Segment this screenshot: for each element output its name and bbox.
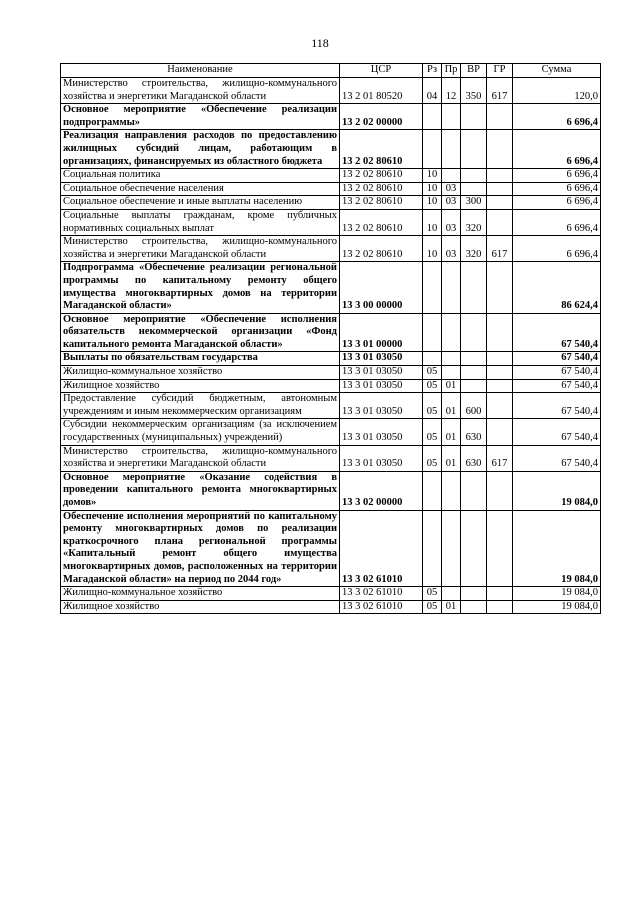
cell-vr (461, 600, 487, 614)
cell-rz (423, 352, 442, 366)
cell-name: Выплаты по обязательствам государства (61, 352, 340, 366)
cell-pr: 01 (442, 445, 461, 471)
cell-pr (442, 104, 461, 130)
cell-gr (487, 379, 513, 393)
cell-sum: 19 084,0 (513, 510, 601, 587)
cell-pr: 03 (442, 209, 461, 235)
cell-vr: 300 (461, 196, 487, 210)
cell-name: Жилищно-коммунальное хозяйство (61, 587, 340, 601)
cell-rz (423, 262, 442, 313)
cell-rz (423, 510, 442, 587)
cell-csr: 13 2 02 00000 (340, 104, 423, 130)
header-sum: Сумма (513, 64, 601, 78)
cell-vr: 350 (461, 78, 487, 104)
cell-pr (442, 352, 461, 366)
table-row (61, 352, 601, 366)
cell-gr (487, 366, 513, 380)
cell-csr: 13 3 01 03050 (340, 419, 423, 445)
cell-name: Жилищное хозяйство (61, 379, 340, 393)
cell-sum: 86 624,4 (513, 262, 601, 313)
cell-rz: 05 (423, 393, 442, 419)
cell-rz: 05 (423, 587, 442, 601)
cell-pr (442, 262, 461, 313)
cell-sum: 67 540,4 (513, 352, 601, 366)
table-row (61, 236, 601, 262)
cell-name: Министерство строительства, жилищно-коммунального хозяйства и энергетики Магаданской области (61, 445, 340, 471)
cell-name: Министерство строительства, жилищно-коммунального хозяйства и энергетики Магаданской области (61, 78, 340, 104)
cell-name: Министерство строительства, жилищно-коммунального хозяйства и энергетики Магаданской области (61, 236, 340, 262)
cell-vr (461, 262, 487, 313)
cell-pr (442, 130, 461, 169)
cell-gr (487, 352, 513, 366)
cell-csr: 13 3 01 03050 (340, 445, 423, 471)
cell-gr (487, 262, 513, 313)
table-row (61, 209, 601, 235)
cell-pr: 03 (442, 196, 461, 210)
cell-vr (461, 352, 487, 366)
table-row (61, 393, 601, 419)
cell-csr: 13 3 01 03050 (340, 352, 423, 366)
cell-csr: 13 2 01 80520 (340, 78, 423, 104)
cell-name: Социальная политика (61, 169, 340, 183)
cell-name: Социальное обеспечение населения (61, 182, 340, 196)
cell-csr: 13 3 02 61010 (340, 587, 423, 601)
cell-pr: 01 (442, 379, 461, 393)
table-row (61, 419, 601, 445)
table-row (61, 600, 601, 614)
cell-rz: 05 (423, 379, 442, 393)
cell-sum: 67 540,4 (513, 366, 601, 380)
cell-vr: 320 (461, 209, 487, 235)
cell-rz: 05 (423, 366, 442, 380)
cell-csr: 13 3 02 00000 (340, 471, 423, 510)
cell-vr (461, 169, 487, 183)
cell-name: Жилищное хозяйство (61, 600, 340, 614)
cell-name: Подпрограмма «Обеспечение реализации региональной программы по капитальному ремонту общего имущества многоквартирных домов на территории Магаданской области» (61, 262, 340, 313)
cell-sum: 6 696,4 (513, 182, 601, 196)
cell-vr: 320 (461, 236, 487, 262)
cell-pr (442, 510, 461, 587)
header-vr: ВР (461, 64, 487, 78)
table-row (61, 366, 601, 380)
cell-name: Основное мероприятие «Оказание содействия в проведении капитального ремонта многоквартирных домов» (61, 471, 340, 510)
cell-sum: 6 696,4 (513, 104, 601, 130)
cell-csr: 13 2 02 80610 (340, 236, 423, 262)
cell-csr: 13 3 02 61010 (340, 600, 423, 614)
cell-sum: 120,0 (513, 78, 601, 104)
table-row (61, 196, 601, 210)
cell-sum: 19 084,0 (513, 471, 601, 510)
cell-sum: 67 540,4 (513, 419, 601, 445)
cell-name: Предоставление субсидий бюджетным, автономным учреждениям и иным некоммерческим организациям (61, 393, 340, 419)
cell-csr: 13 3 01 03050 (340, 379, 423, 393)
cell-gr (487, 471, 513, 510)
cell-rz (423, 471, 442, 510)
cell-csr: 13 3 01 03050 (340, 366, 423, 380)
table-row (61, 510, 601, 587)
table-row (61, 313, 601, 352)
table-row (61, 78, 601, 104)
cell-rz: 10 (423, 182, 442, 196)
cell-rz (423, 104, 442, 130)
cell-gr (487, 419, 513, 445)
cell-csr: 13 2 02 80610 (340, 169, 423, 183)
cell-sum: 6 696,4 (513, 169, 601, 183)
page-number: 118 (311, 36, 329, 50)
table-row (61, 445, 601, 471)
cell-gr (487, 182, 513, 196)
cell-gr (487, 587, 513, 601)
cell-gr (487, 393, 513, 419)
cell-vr (461, 510, 487, 587)
table-row (61, 262, 601, 313)
cell-rz (423, 313, 442, 352)
cell-sum: 19 084,0 (513, 587, 601, 601)
cell-pr (442, 313, 461, 352)
cell-pr: 03 (442, 236, 461, 262)
cell-gr (487, 510, 513, 587)
cell-sum: 67 540,4 (513, 393, 601, 419)
table-row (61, 379, 601, 393)
cell-vr (461, 379, 487, 393)
cell-rz: 05 (423, 419, 442, 445)
cell-sum: 6 696,4 (513, 130, 601, 169)
table-row (61, 169, 601, 183)
cell-rz: 10 (423, 196, 442, 210)
cell-gr: 617 (487, 236, 513, 262)
cell-rz: 04 (423, 78, 442, 104)
cell-pr (442, 587, 461, 601)
cell-pr (442, 169, 461, 183)
cell-name: Основное мероприятие «Обеспечение реализации подпрограммы» (61, 104, 340, 130)
table-body (61, 78, 601, 614)
cell-vr (461, 182, 487, 196)
cell-gr (487, 209, 513, 235)
table-row (61, 104, 601, 130)
cell-csr: 13 3 02 61010 (340, 510, 423, 587)
cell-pr: 01 (442, 600, 461, 614)
cell-name: Реализация направления расходов по предоставлению жилищных субсидий лицам, работающим в организациях, финансируемых из областного бюджета (61, 130, 340, 169)
cell-gr (487, 600, 513, 614)
cell-rz (423, 130, 442, 169)
budget-table (60, 63, 601, 614)
cell-vr (461, 130, 487, 169)
cell-pr: 01 (442, 393, 461, 419)
cell-name: Социальное обеспечение и иные выплаты населению (61, 196, 340, 210)
table-row (61, 587, 601, 601)
cell-rz: 10 (423, 169, 442, 183)
header-rz: Рз (423, 64, 442, 78)
cell-pr: 12 (442, 78, 461, 104)
cell-csr: 13 3 01 00000 (340, 313, 423, 352)
cell-vr (461, 471, 487, 510)
cell-csr: 13 2 02 80610 (340, 130, 423, 169)
table-row (61, 130, 601, 169)
table-row (61, 471, 601, 510)
cell-sum: 6 696,4 (513, 236, 601, 262)
cell-sum: 67 540,4 (513, 445, 601, 471)
cell-vr (461, 366, 487, 380)
cell-gr: 617 (487, 445, 513, 471)
cell-name: Обеспечение исполнения мероприятий по капитальному ремонту многоквартирных домов по реализации краткосрочного плана региональной программы «Капитальный ремонт общего имущества многоквартирных домов, расположенных на территории Магаданской области» на период по 2044 год» (61, 510, 340, 587)
cell-name: Субсидии некоммерческим организациям (за исключением государственных (муниципальных) учреждений) (61, 419, 340, 445)
cell-csr: 13 2 02 80610 (340, 196, 423, 210)
cell-pr (442, 366, 461, 380)
cell-gr (487, 196, 513, 210)
cell-sum: 6 696,4 (513, 209, 601, 235)
cell-csr: 13 2 02 80610 (340, 209, 423, 235)
cell-pr: 01 (442, 419, 461, 445)
cell-gr (487, 169, 513, 183)
cell-vr: 630 (461, 445, 487, 471)
header-gr: ГР (487, 64, 513, 78)
header-csr: ЦСР (340, 64, 423, 78)
cell-gr (487, 313, 513, 352)
cell-gr (487, 104, 513, 130)
cell-gr (487, 130, 513, 169)
table-header-row (61, 64, 601, 78)
cell-vr: 600 (461, 393, 487, 419)
cell-pr (442, 471, 461, 510)
cell-sum: 19 084,0 (513, 600, 601, 614)
cell-vr (461, 313, 487, 352)
header-pr: Пр (442, 64, 461, 78)
cell-sum: 67 540,4 (513, 313, 601, 352)
cell-rz: 10 (423, 236, 442, 262)
cell-csr: 13 2 02 80610 (340, 182, 423, 196)
cell-sum: 67 540,4 (513, 379, 601, 393)
cell-sum: 6 696,4 (513, 196, 601, 210)
cell-rz: 05 (423, 600, 442, 614)
cell-csr: 13 3 00 00000 (340, 262, 423, 313)
cell-rz: 10 (423, 209, 442, 235)
cell-pr: 03 (442, 182, 461, 196)
cell-name: Основное мероприятие «Обеспечение исполнения обязательств некоммерческой организации «Фонд капитального ремонта Магаданской области» (61, 313, 340, 352)
cell-vr: 630 (461, 419, 487, 445)
table-row (61, 182, 601, 196)
cell-name: Социальные выплаты гражданам, кроме публичных нормативных социальных выплат (61, 209, 340, 235)
cell-vr (461, 587, 487, 601)
cell-vr (461, 104, 487, 130)
header-name: Наименование (61, 64, 340, 78)
cell-csr: 13 3 01 03050 (340, 393, 423, 419)
cell-rz: 05 (423, 445, 442, 471)
cell-name: Жилищно-коммунальное хозяйство (61, 366, 340, 380)
cell-gr: 617 (487, 78, 513, 104)
